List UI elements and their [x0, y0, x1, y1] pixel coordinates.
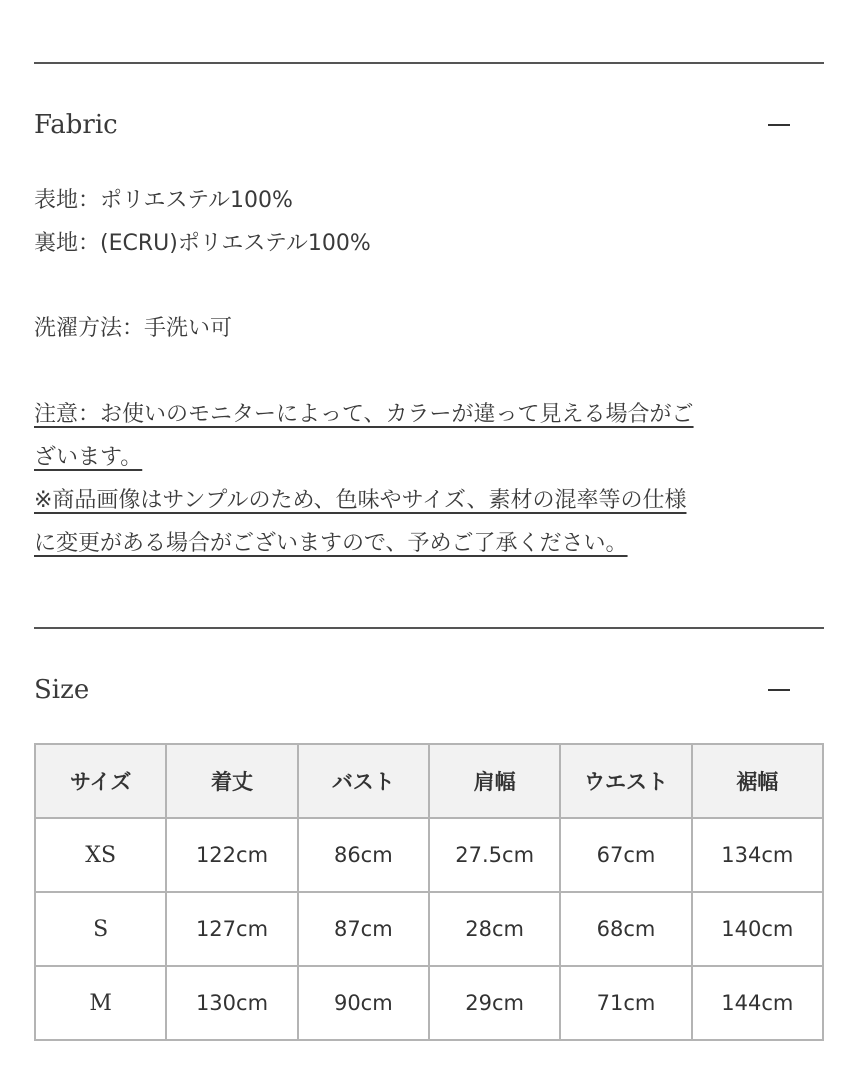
- table-cell: 27.5cm: [429, 818, 560, 892]
- size-label: S: [35, 892, 166, 966]
- size-title: Size: [34, 675, 90, 705]
- table-cell: 68cm: [560, 892, 691, 966]
- minus-icon[interactable]: [768, 124, 790, 126]
- table-cell: 67cm: [560, 818, 691, 892]
- table-cell: 144cm: [692, 966, 823, 1040]
- minus-icon[interactable]: [768, 689, 790, 691]
- size-label: XS: [35, 818, 166, 892]
- notice-line: に変更がある場合がございますので、予めご了承ください。: [34, 531, 628, 556]
- size-label: M: [35, 966, 166, 1040]
- table-cell: 140cm: [692, 892, 823, 966]
- notice-line: ※商品画像はサンプルのため、色味やサイズ、素材の混率等の仕様: [34, 488, 687, 513]
- lining-material-text: 裏地：(ECRU)ポリエステル100%: [34, 231, 371, 256]
- size-top-divider: [34, 627, 824, 629]
- column-header-bust: バスト: [298, 744, 429, 818]
- column-header-length: 着丈: [166, 744, 297, 818]
- table-cell: 122cm: [166, 818, 297, 892]
- table-cell: 130cm: [166, 966, 297, 1040]
- table-cell: 86cm: [298, 818, 429, 892]
- table-row: [35, 892, 823, 966]
- table-cell: 127cm: [166, 892, 297, 966]
- table-row: [35, 966, 823, 1040]
- size-table-header-row: [35, 744, 823, 818]
- table-cell: 90cm: [298, 966, 429, 1040]
- table-cell: 71cm: [560, 966, 691, 1040]
- fabric-top-divider: [34, 62, 824, 64]
- table-row: [35, 818, 823, 892]
- table-cell: 134cm: [692, 818, 823, 892]
- table-cell: 29cm: [429, 966, 560, 1040]
- notice-line: 注意：お使いのモニターによって、カラーが違って見える場合がご: [34, 402, 694, 427]
- notice-line: ざいます。: [34, 445, 143, 470]
- column-header-size: サイズ: [35, 744, 166, 818]
- fabric-title: Fabric: [34, 110, 118, 140]
- outer-material-text: 表地：ポリエステル100%: [34, 188, 293, 213]
- column-header-waist: ウエスト: [560, 744, 691, 818]
- table-cell: 87cm: [298, 892, 429, 966]
- size-accordion-header[interactable]: [34, 670, 824, 710]
- fabric-accordion-header[interactable]: [34, 105, 824, 145]
- washing-instructions-text: 洗濯方法：手洗い可: [34, 316, 233, 341]
- size-table: [34, 743, 824, 1041]
- column-header-hem: 裾幅: [692, 744, 823, 818]
- table-cell: 28cm: [429, 892, 560, 966]
- column-header-shoulder: 肩幅: [429, 744, 560, 818]
